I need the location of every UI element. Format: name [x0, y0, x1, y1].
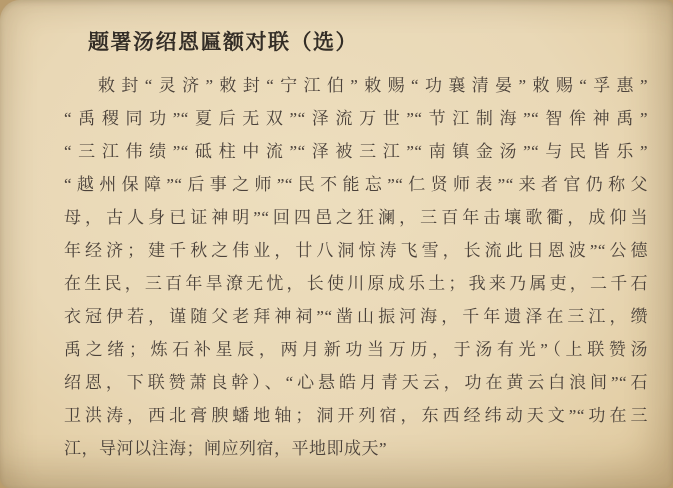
text-line: 母，古人身已证神明”“回四邑之狂澜，三百年击壤歌衢，成仰当	[64, 208, 648, 227]
text-line: “禹稷同功”“夏后无双”“泽流万世”“节江制海”“智侔神禹”	[64, 109, 648, 128]
couplet-paragraph	[64, 69, 648, 465]
text-line: 绍恩，下联赞萧良幹）、“心悬皓月青天云，功在黄云白浪间”“石	[64, 373, 648, 392]
text-line: 年经济；建千秋之伟业，廿八洞惊涛飞雪，长流此日恩波”“公德	[64, 241, 648, 260]
text-line: 禹之绪；炼石补星辰，两月新功当万历，于汤有光”（上联赞汤	[64, 340, 648, 359]
page-title: 题署汤绍恩匾额对联（选）	[88, 30, 358, 54]
text-line: 江，导河以注海；闸应列宿，平地即成天”	[64, 439, 388, 458]
text-line: 敕封“灵济”敕封“宁江伯”敕赐“功襄清晏”敕赐“孚惠”	[98, 76, 648, 95]
text-line: 衣冠伊若，谨随父老拜神祠”“凿山振河海，千年遗泽在三江，缵	[64, 307, 648, 326]
text-line: “越州保障”“后事之师”“民不能忘”“仁贤师表”“来者官仍称父	[64, 175, 648, 194]
text-line: “三江伟绩”“砥柱中流”“泽被三江”“南镇金汤”“与民皆乐”	[64, 142, 648, 161]
text-line: 卫洪涛，西北膏腴蟠地轴；洞开列宿，东西经纬动天文”“功在三	[64, 406, 648, 425]
text-line: 在生民，三百年旱潦无忧，长使川原成乐土；我来乃属吏，二千石	[64, 274, 648, 293]
